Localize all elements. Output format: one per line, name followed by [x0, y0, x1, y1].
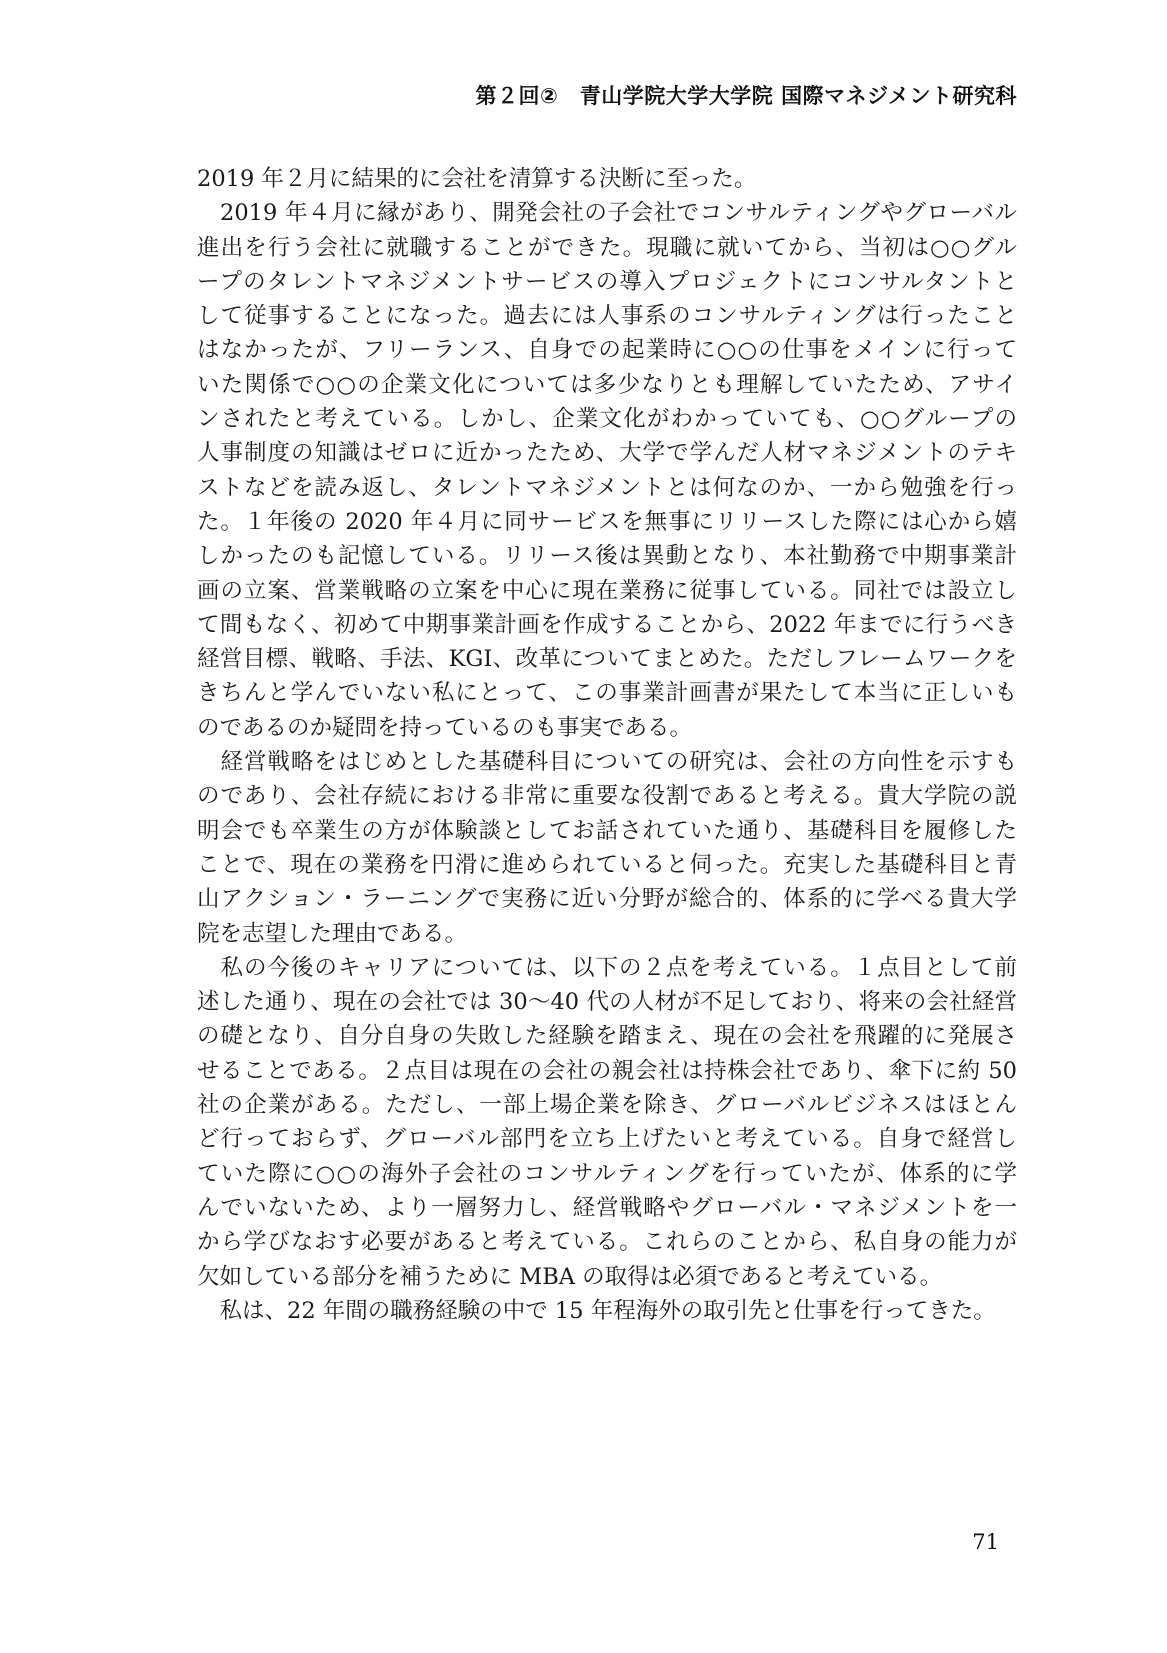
- text-line: 2019 年４月に縁があり、開発会社の子会社でコンサルティングやグローバル: [197, 200, 1017, 227]
- text-line: ことで、現在の業務を円滑に進められていると伺った。充実した基礎科目と青: [197, 851, 1017, 878]
- text-line: 明会でも卒業生の方が体験談としてお話されていた通り、基礎科目を履修した: [197, 817, 1017, 844]
- text-line: 経営目標、戦略、手法、KGI、改革についてまとめた。ただしフレームワークを: [197, 646, 1017, 673]
- text-line: はなかったが、フリーランス、自身での起業時に○○の仕事をメインに行って: [197, 337, 1017, 364]
- text-line: 画の立案、営業戦略の立案を中心に現在業務に従事している。同社では設立し: [197, 577, 1017, 604]
- body-text: [197, 162, 1017, 1328]
- text-line: の礎となり、自分自身の失敗した経験を踏まえ、現在の会社を飛躍的に発展さ: [197, 1023, 1017, 1050]
- text-line: せることである。２点目は現在の会社の親会社は持株会社であり、傘下に約 50: [197, 1057, 1017, 1084]
- text-line: 2019 年２月に結果的に会社を清算する決断に至った。: [197, 166, 757, 192]
- text-line: 山アクション・ラーニングで実務に近い分野が総合的、体系的に学べる貴大学: [197, 886, 1017, 913]
- text-line: ど行っておらず、グローバル部門を立ち上げたいと考えている。自身で経営し: [197, 1126, 1017, 1153]
- text-line: 述した通り、現在の会社では 30～40 代の人材が不足しており、将来の会社経営: [197, 989, 1017, 1016]
- text-line: ていた際に○○の海外子会社のコンサルティングを行っていたが、体系的に学: [197, 1160, 1017, 1187]
- text-line: して従事することになった。過去には人事系のコンサルティングは行ったこと: [197, 303, 1017, 330]
- text-line: きちんと学んでいない私にとって、この事業計画書が果たして本当に正しいも: [197, 680, 1017, 707]
- text-line: のであり、会社存続における非常に重要な役割であると考える。貴大学院の説: [197, 783, 1017, 810]
- text-line: て間もなく、初めて中期事業計画を作成することから、2022 年までに行うべき: [197, 611, 1017, 638]
- text-line: のであるのか疑問を持っているのも事実である。: [197, 714, 693, 741]
- text-line: しかったのも記憶している。リリース後は異動となり、本社勤務で中期事業計: [197, 543, 1017, 570]
- text-line: ープのタレントマネジメントサービスの導入プロジェクトにコンサルタントと: [197, 268, 1017, 295]
- page-number: 71: [972, 1530, 999, 1554]
- text-line: 院を志望した理由である。: [197, 920, 468, 947]
- text-line: ストなどを読み返し、タレントマネジメントとは何なのか、一から勉強を行っ: [197, 474, 1017, 501]
- text-line: 私は、22 年間の職務経験の中で 15 年程海外の取引先と仕事を行ってきた。: [197, 1297, 996, 1324]
- text-line: 人事制度の知識はゼロに近かったため、大学で学んだ人材マネジメントのテキ: [197, 440, 1017, 467]
- text-line: ンされたと考えている。しかし、企業文化がわかっていても、○○グループの: [197, 406, 1017, 433]
- text-line: んでいないため、より一層努力し、経営戦略やグローバル・マネジメントを一: [197, 1194, 1017, 1221]
- text-line: から学びなおす必要があると考えている。これらのことから、私自身の能力が: [197, 1229, 1017, 1256]
- text-line: 進出を行う会社に就職することができた。現職に就いてから、当初は○○グル: [197, 234, 1017, 261]
- text-line: いた関係で○○の企業文化については多少なりとも理解していたため、アサイ: [197, 371, 1017, 398]
- running-header: 第２回② 青山学院大学大学院 国際マネジメント研究科: [475, 84, 1017, 108]
- text-line: た。１年後の 2020 年４月に同サービスを無事にリリースした際には心から嬉: [197, 508, 1017, 535]
- text-line: 経営戦略をはじめとした基礎科目についての研究は、会社の方向性を示すも: [197, 749, 1017, 776]
- text-line: 私の今後のキャリアについては、以下の２点を考えている。１点目として前: [197, 954, 1017, 981]
- text-line: 欠如している部分を補うために MBA の取得は必須であると考えている。: [197, 1263, 943, 1290]
- text-line: 社の企業がある。ただし、一部上場企業を除き、グローバルビジネスはほとん: [197, 1092, 1017, 1119]
